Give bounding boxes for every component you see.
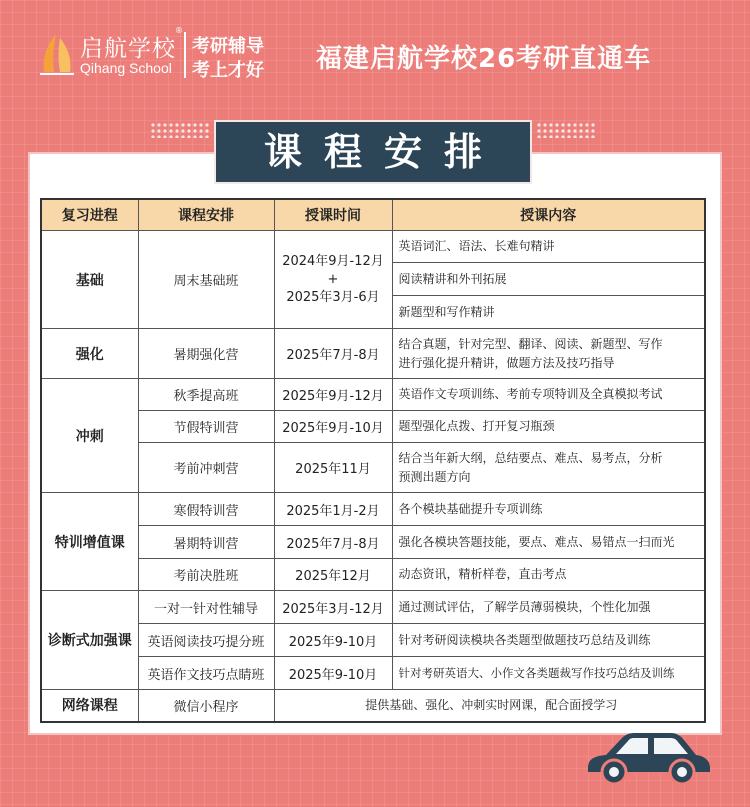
brand-divider [184,32,186,78]
header-course: 课程安排 [138,199,274,231]
content-cell: 通过测试评估，了解学员薄弱模块，个性化加强 [392,591,705,624]
table-row [41,559,705,591]
content-cell: 新题型和写作精讲 [392,296,705,329]
brand-name-cn: 启航学校 [80,36,176,62]
table-row [41,591,705,624]
schedule-table [40,198,706,723]
content-cell: 英语词汇、语法、长难句精讲 [392,231,705,263]
content-line: 结合当年新大纲，总结要点、难点、易考点，分析 [398,450,663,465]
content-cell [392,443,705,493]
slogan-line-2: 考上才好 [192,60,264,81]
time-line: 2025年3月-6月 [286,289,380,305]
content-line: 进行强化提升精讲，做题方法及技巧指导 [398,355,615,370]
phase-cell: 强化 [41,329,138,379]
content-cell: 题型强化点拨、打开复习瓶颈 [392,411,705,443]
course-cell: 暑期特训营 [138,526,274,559]
table-row [41,443,705,493]
sail-logo-icon [34,30,78,78]
time-cell: 2025年9月-10月 [274,411,392,443]
page-header [0,0,750,100]
time-cell [274,231,392,329]
table-row [41,624,705,657]
slogan-line-1: 考研辅导 [192,36,264,57]
table-row [41,526,705,559]
content-cell: 针对考研英语大、小作文各类题裁写作技巧总结及训练 [392,657,705,690]
time-cell: 2025年9-10月 [274,657,392,690]
time-cell: 2025年9月-12月 [274,379,392,411]
time-cell: 2025年12月 [274,559,392,591]
school-title: 福建启航学校26考研直通车 [316,44,652,74]
table-row [41,329,705,379]
course-cell: 英语作文技巧点睛班 [138,657,274,690]
content-cell: 各个模块基础提升专项训练 [392,493,705,526]
course-cell: 暑期强化营 [138,329,274,379]
course-cell: 英语阅读技巧提分班 [138,624,274,657]
banner-dots-left [150,122,210,138]
phase-cell: 冲刺 [41,379,138,493]
banner-dots-right [536,122,596,138]
banner-title: 课程安排 [263,130,504,174]
header-content: 授课内容 [392,199,705,231]
course-cell: 节假特训营 [138,411,274,443]
course-cell: 一对一针对性辅导 [138,591,274,624]
brand-name-en: Qihang School [80,60,172,76]
table-row [41,690,705,722]
phase-cell: 特训增值课 [41,493,138,591]
table-header-row [41,199,705,231]
phase-cell: 基础 [41,231,138,329]
content-cell [392,329,705,379]
time-line: + [327,271,339,287]
phase-cell: 诊断式加强课 [41,591,138,690]
course-cell: 微信小程序 [138,690,274,722]
merged-content-cell: 提供基础、强化、冲刺实时网课，配合面授学习 [274,690,705,722]
content-cell: 强化各模块答题技能，要点、难点、易错点一扫而光 [392,526,705,559]
table-row [41,493,705,526]
header-phase: 复习进程 [41,199,138,231]
course-cell: 周末基础班 [138,231,274,329]
table-row [41,231,705,263]
content-cell: 针对考研阅读模块各类题型做题技巧总结及训练 [392,624,705,657]
registered-mark: ® [175,26,183,35]
time-cell: 2025年9-10月 [274,624,392,657]
time-cell: 2025年3月-12月 [274,591,392,624]
section-banner [214,120,532,184]
time-cell: 2025年7月-8月 [274,329,392,379]
time-cell: 2025年11月 [274,443,392,493]
table-row [41,411,705,443]
content-cell: 动态资讯，精析样卷，直击考点 [392,559,705,591]
table-row [41,379,705,411]
course-cell: 考前决胜班 [138,559,274,591]
time-line: 2024年9月-12月 [282,253,384,269]
phase-cell: 网络课程 [41,690,138,722]
course-cell: 寒假特训营 [138,493,274,526]
content-line: 结合真题，针对完型、翻译、阅读、新题型、写作 [398,336,663,351]
car-icon [584,728,712,788]
content-cell: 阅读精讲和外刊拓展 [392,263,705,296]
header-time: 授课时间 [274,199,392,231]
course-cell: 秋季提高班 [138,379,274,411]
table-row [41,657,705,690]
content-line: 预测出题方向 [398,469,471,484]
time-cell: 2025年7月-8月 [274,526,392,559]
time-cell: 2025年1月-2月 [274,493,392,526]
course-cell: 考前冲刺营 [138,443,274,493]
content-cell: 英语作文专项训练、考前专项特训及全真模拟考试 [392,379,705,411]
